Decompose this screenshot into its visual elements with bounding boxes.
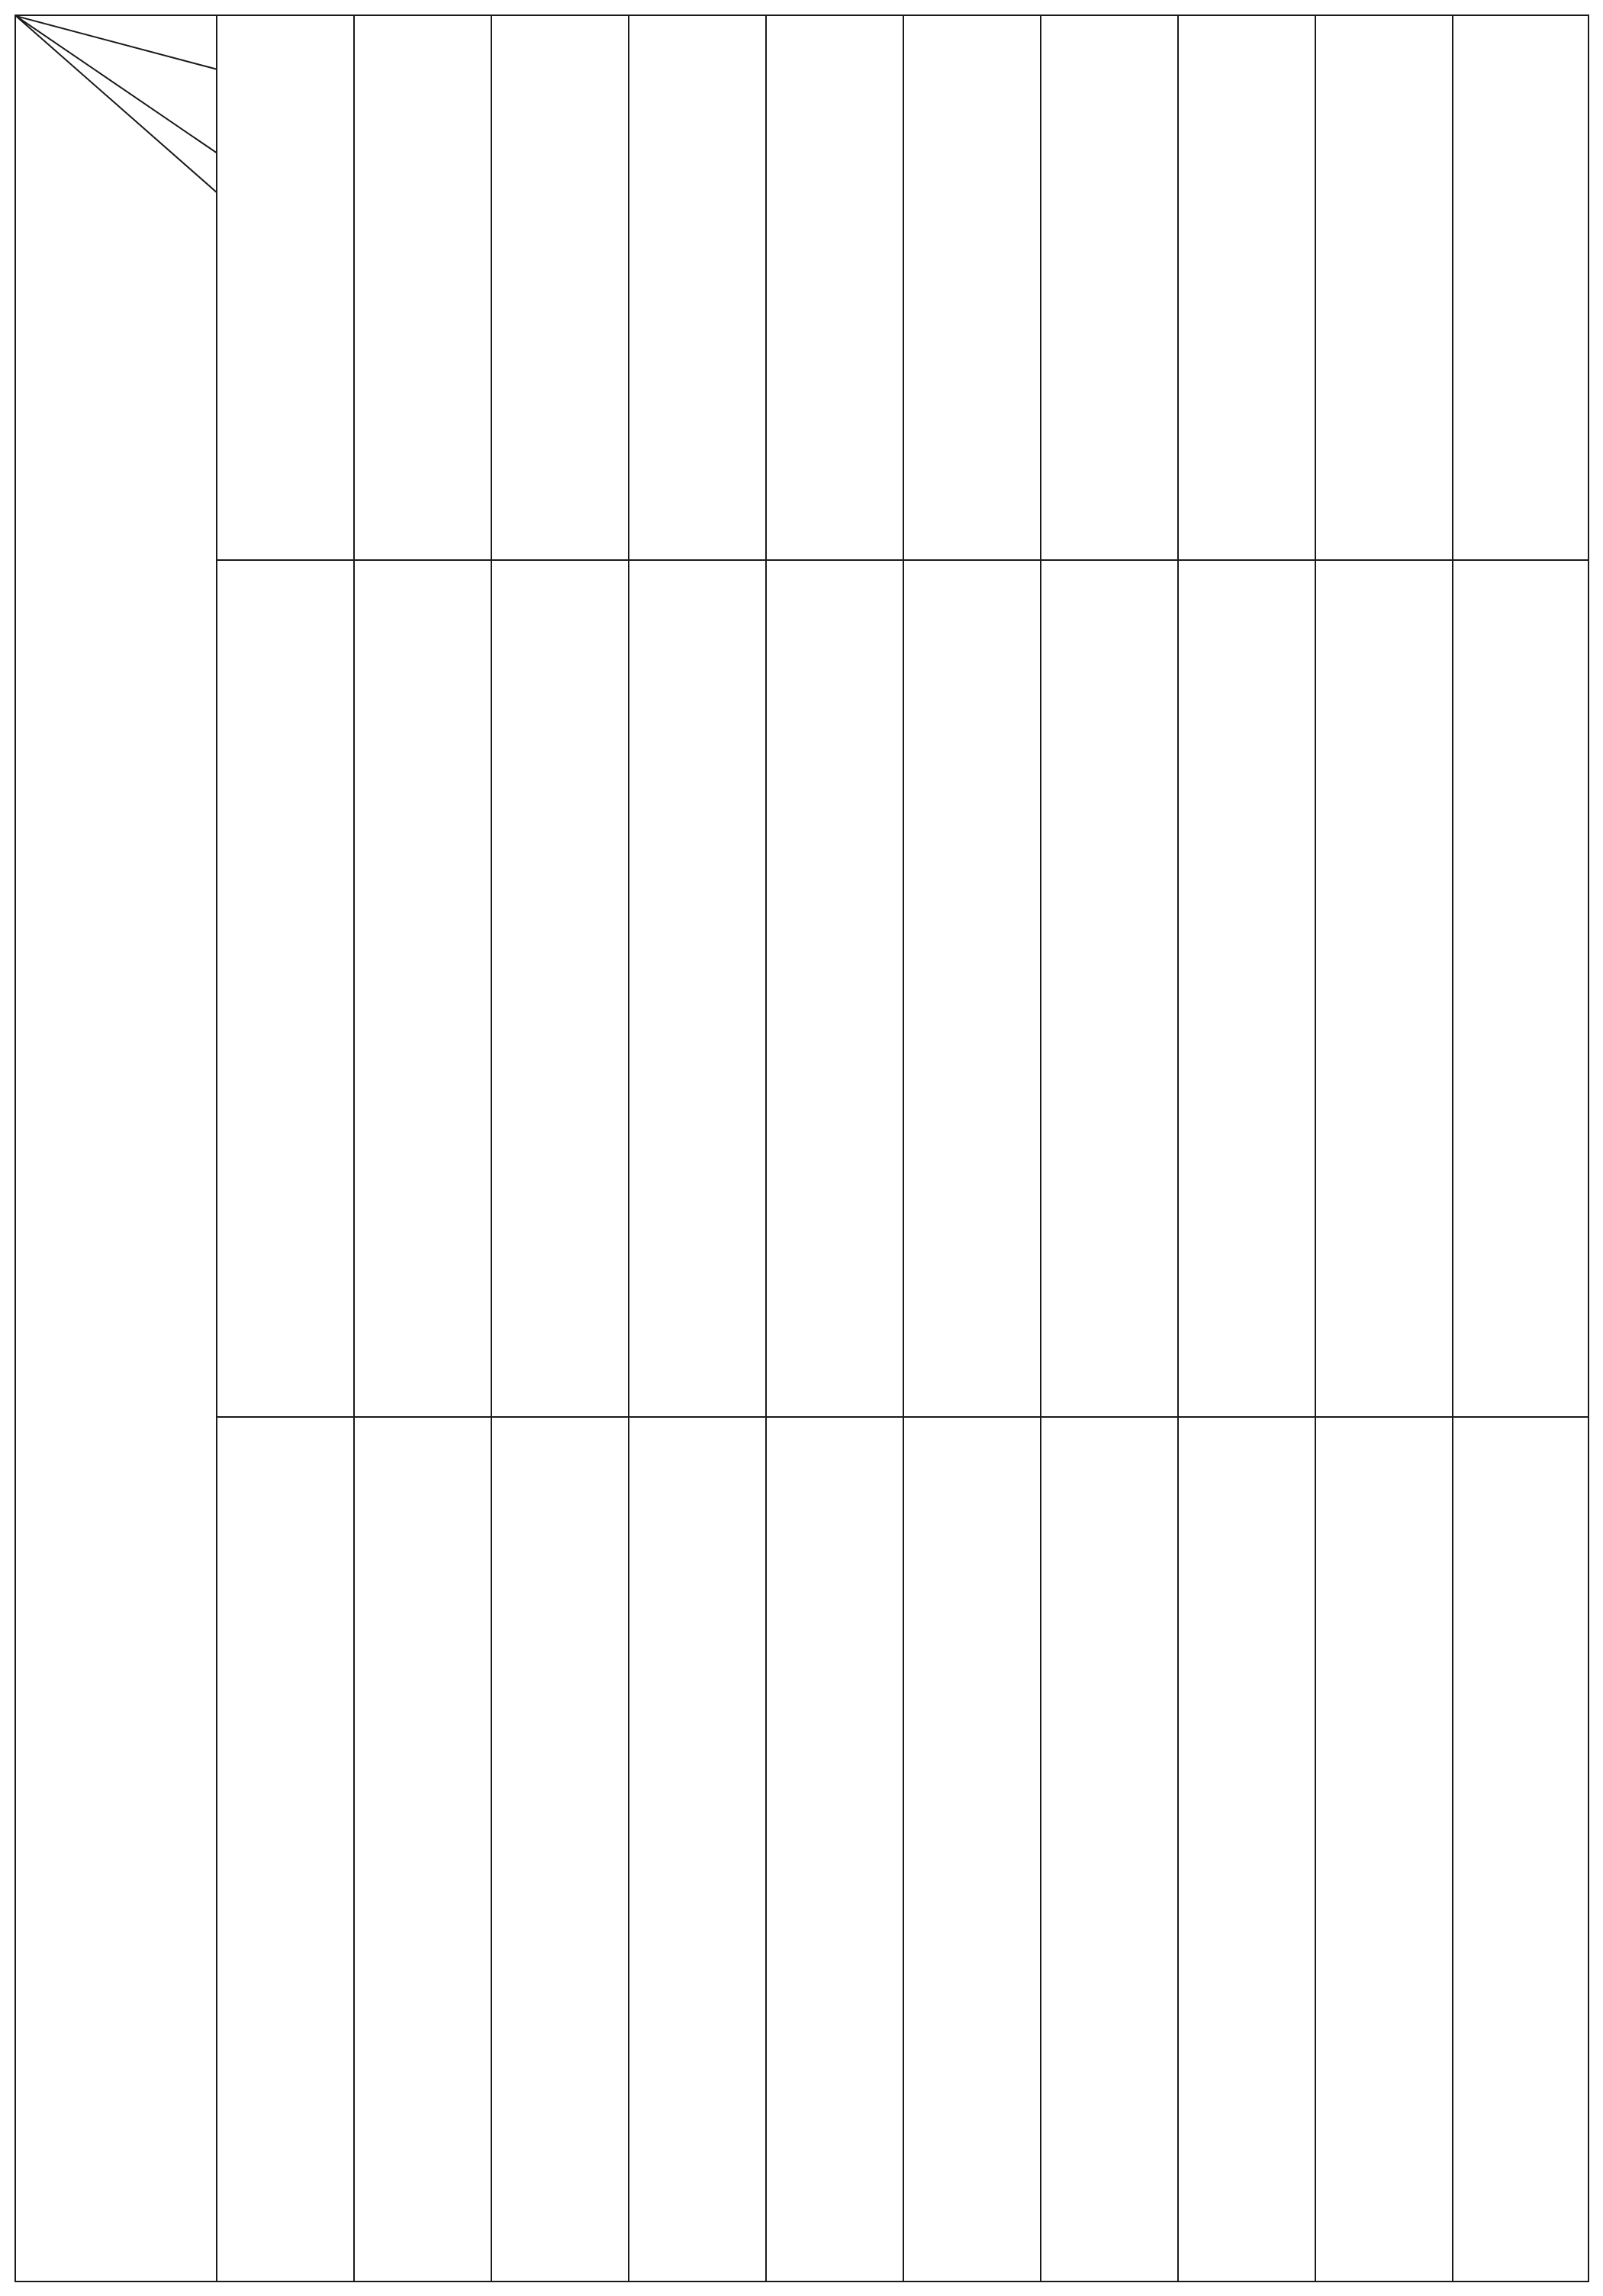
col-character-3275 [766,560,903,1417]
col-number-3277 [1041,15,1178,560]
col-character-3277 [1041,560,1178,1417]
col-character-3271 [217,560,354,1417]
col-number-3273 [491,15,629,560]
col-number-3276 [903,15,1041,560]
col-number-3275 [766,15,903,560]
corner-diagonal-lines [16,16,217,238]
col-middle-chinese-3279 [1315,1417,1453,2282]
col-number-3271 [217,15,354,560]
col-character-3272 [354,560,491,1417]
col-middle-chinese-3273 [491,1417,629,2282]
col-middle-chinese-3272 [354,1417,491,2282]
col-number-3278 [1178,15,1315,560]
col-character-3280 [1453,560,1589,1417]
col-number-3279 [1315,15,1453,560]
col-number-3272 [354,15,491,560]
col-character-3276 [903,560,1041,1417]
dialect-character-table [14,14,1589,2282]
col-middle-chinese-3280 [1453,1417,1589,2282]
col-number-3280 [1453,15,1589,560]
col-number-3274 [629,15,766,560]
col-character-3278 [1178,560,1315,1417]
col-middle-chinese-3274 [629,1417,766,2282]
col-middle-chinese-3276 [903,1417,1041,2282]
col-character-3273 [491,560,629,1417]
col-middle-chinese-3271 [217,1417,354,2282]
col-character-3279 [1315,560,1453,1417]
col-middle-chinese-3277 [1041,1417,1178,2282]
header-corner-cell [15,15,217,2282]
col-middle-chinese-3275 [766,1417,903,2282]
col-middle-chinese-3278 [1178,1417,1315,2282]
col-character-3274 [629,560,766,1417]
